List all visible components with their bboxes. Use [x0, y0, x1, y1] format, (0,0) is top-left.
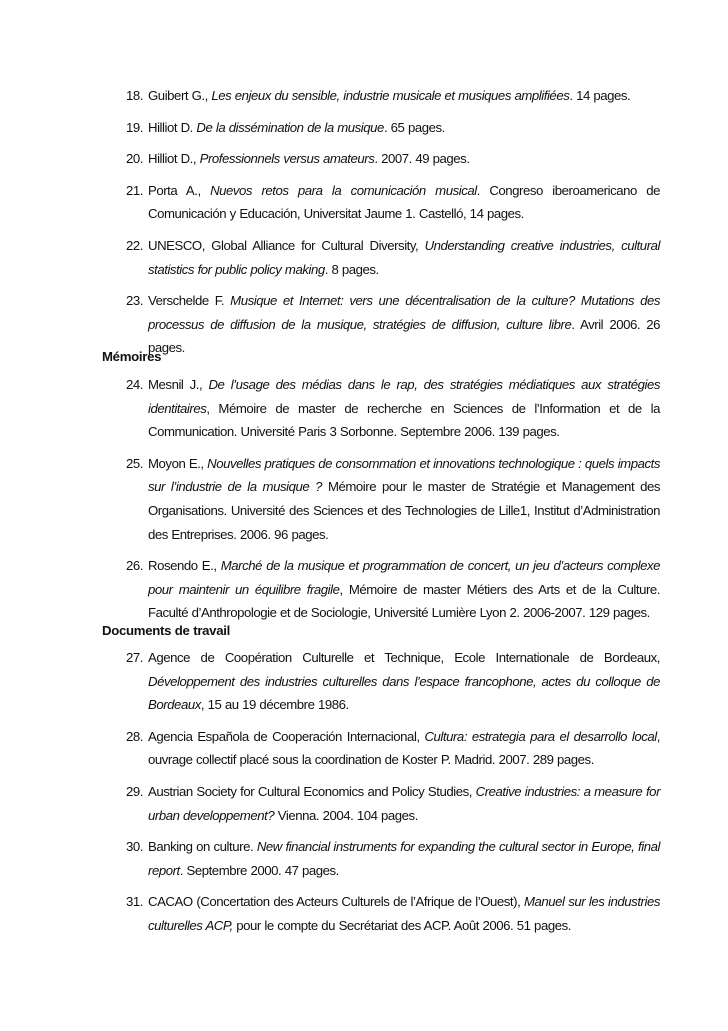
item-details: . 2007. 49 pages. — [374, 151, 470, 167]
item-author: Porta A., — [148, 182, 211, 198]
item-number: 28. — [126, 728, 143, 744]
item-details: , 15 au 19 décembre 1986. — [200, 697, 349, 713]
reference-item — [0, 147, 660, 171]
item-author: Austrian Society for Cultural Economics and Policy Studies, — [148, 783, 476, 799]
item-details: . 8 pages. — [324, 261, 379, 277]
item-title: Nouvelles pratiques de consommation et innovations technologique : quels impacts sur l’industrie de la musique ? — [148, 455, 660, 495]
item-title: Creative industries: a measure for urban developpement? — [148, 783, 661, 823]
item-details: . 65 pages. — [383, 119, 445, 135]
item-number: 31. — [126, 894, 143, 910]
item-title: Understanding creative industries, cultural statistics for public policy making — [148, 237, 660, 277]
reference-item — [0, 179, 660, 226]
item-author: CACAO (Concertation des Acteurs Culturels de l’Afrique de l’Ouest), — [148, 894, 524, 910]
item-details: . Congreso iberoamericano de Comunicación y Educación, Universitat Jaume 1. Castelló, 14 pages. — [148, 182, 660, 222]
item-number: 30. — [126, 839, 143, 855]
item-author: Hilliot D., — [148, 151, 200, 167]
item-details: , Mémoire de master Métiers des Arts et de la Culture. Faculté d’Anthropologie et de Sociologie, Université Lumière Lyon 2. 2006-2007. 129 pages. — [148, 581, 660, 621]
item-author: Guibert G., — [148, 88, 212, 103]
item-number: 24. — [126, 377, 143, 392]
item-details: Mémoire pour le master de Stratégie et Management des Organisations. Université des Sciences et des Technologies de Lille1, Institut d’Administration des Entreprises. 2006. 96 pages. — [148, 479, 660, 542]
item-title: Cultura: estrategia para el desarrollo local — [424, 728, 657, 744]
item-details: . Avril 2006. 26 pages. — [148, 316, 660, 356]
item-author: Banking on culture. — [148, 839, 257, 855]
item-number: 27. — [126, 650, 143, 665]
reference-list-general — [0, 84, 728, 368]
item-author: Agencia Española de Cooperación Internacional, — [148, 728, 425, 744]
reference-item — [0, 289, 660, 360]
item-title: De la dissémination de la musique — [196, 119, 384, 135]
item-title: Manuel sur les industries culturelles ACP, — [148, 894, 660, 933]
item-details: pour le compte du Secrétariat des ACP. Août 2006. 51 pages. — [232, 917, 571, 933]
reference-item — [0, 835, 660, 882]
item-author: Mesnil J., — [148, 377, 209, 392]
item-author: Hilliot D. — [148, 119, 197, 135]
section-heading-memoires: Mémoires — [102, 349, 162, 364]
item-number: 18. — [126, 88, 143, 103]
item-title: Musique et Internet: vers une décentralisation de la culture? Mutations des processus de diffusion de la musique, stratégies de diffusion, culture libre — [148, 293, 660, 332]
reference-item — [0, 725, 660, 772]
item-title: Nuevos retos para la comunicación musical — [210, 182, 477, 198]
item-author: Agence de Coopération Culturelle et Technique, Ecole Internationale de Bordeaux, — [148, 650, 660, 665]
item-number: 29. — [126, 783, 143, 799]
item-title: Les enjeux du sensible, industrie musicale et musiques amplifiées — [211, 88, 570, 103]
item-details: . Septembre 2000. 47 pages. — [179, 862, 339, 878]
reference-item — [0, 554, 660, 625]
reference-list-memoires — [0, 373, 728, 633]
item-author: UNESCO, Global Alliance for Cultural Diversity, — [148, 237, 425, 253]
reference-item — [0, 234, 660, 281]
item-author: Moyon E., — [148, 455, 208, 471]
reference-item — [0, 84, 660, 108]
item-title: De l’usage des médias dans le rap, des stratégies médiatiques aux stratégies identitaires — [148, 377, 660, 416]
item-title: Développement des industries culturelles dans l’espace francophone, actes du colloque de Bordeaux — [148, 673, 660, 713]
item-title: Marché de la musique et programmation de concert, un jeu d’acteurs complexe pour maintenir un équilibre fragile — [148, 558, 660, 597]
item-number: 19. — [126, 119, 143, 135]
reference-item — [0, 116, 660, 140]
item-number: 25. — [126, 455, 143, 471]
item-details: , ouvrage collectif placé sous la coordination de Koster P. Madrid. 2007. 289 pages. — [148, 728, 660, 768]
reference-item — [0, 646, 660, 717]
item-details: . 14 pages. — [569, 88, 631, 103]
item-details: , Mémoire de master de recherche en Sciences de l’Information et de la Communication. Université Paris 3 Sorbonne. Septembre 2006. 139 pages. — [148, 400, 660, 440]
reference-item — [0, 780, 660, 827]
item-number: 22. — [126, 237, 143, 253]
reference-item — [0, 373, 660, 444]
item-details: Vienna. 2004. 104 pages. — [274, 807, 418, 823]
item-number: 26. — [126, 558, 143, 574]
reference-item — [0, 890, 660, 937]
item-number: 21. — [126, 182, 143, 198]
item-number: 23. — [126, 293, 143, 309]
section-heading-documents: Documents de travail — [102, 623, 230, 638]
item-author: Verschelde F. — [148, 293, 231, 309]
item-number: 20. — [126, 151, 143, 167]
reference-list-documents — [0, 646, 728, 946]
item-title: Professionnels versus amateurs — [199, 151, 375, 167]
reference-item — [0, 452, 660, 546]
item-title: New financial instruments for expanding the cultural sector in Europe, final report — [148, 839, 660, 878]
item-author: Rosendo E., — [148, 558, 221, 574]
